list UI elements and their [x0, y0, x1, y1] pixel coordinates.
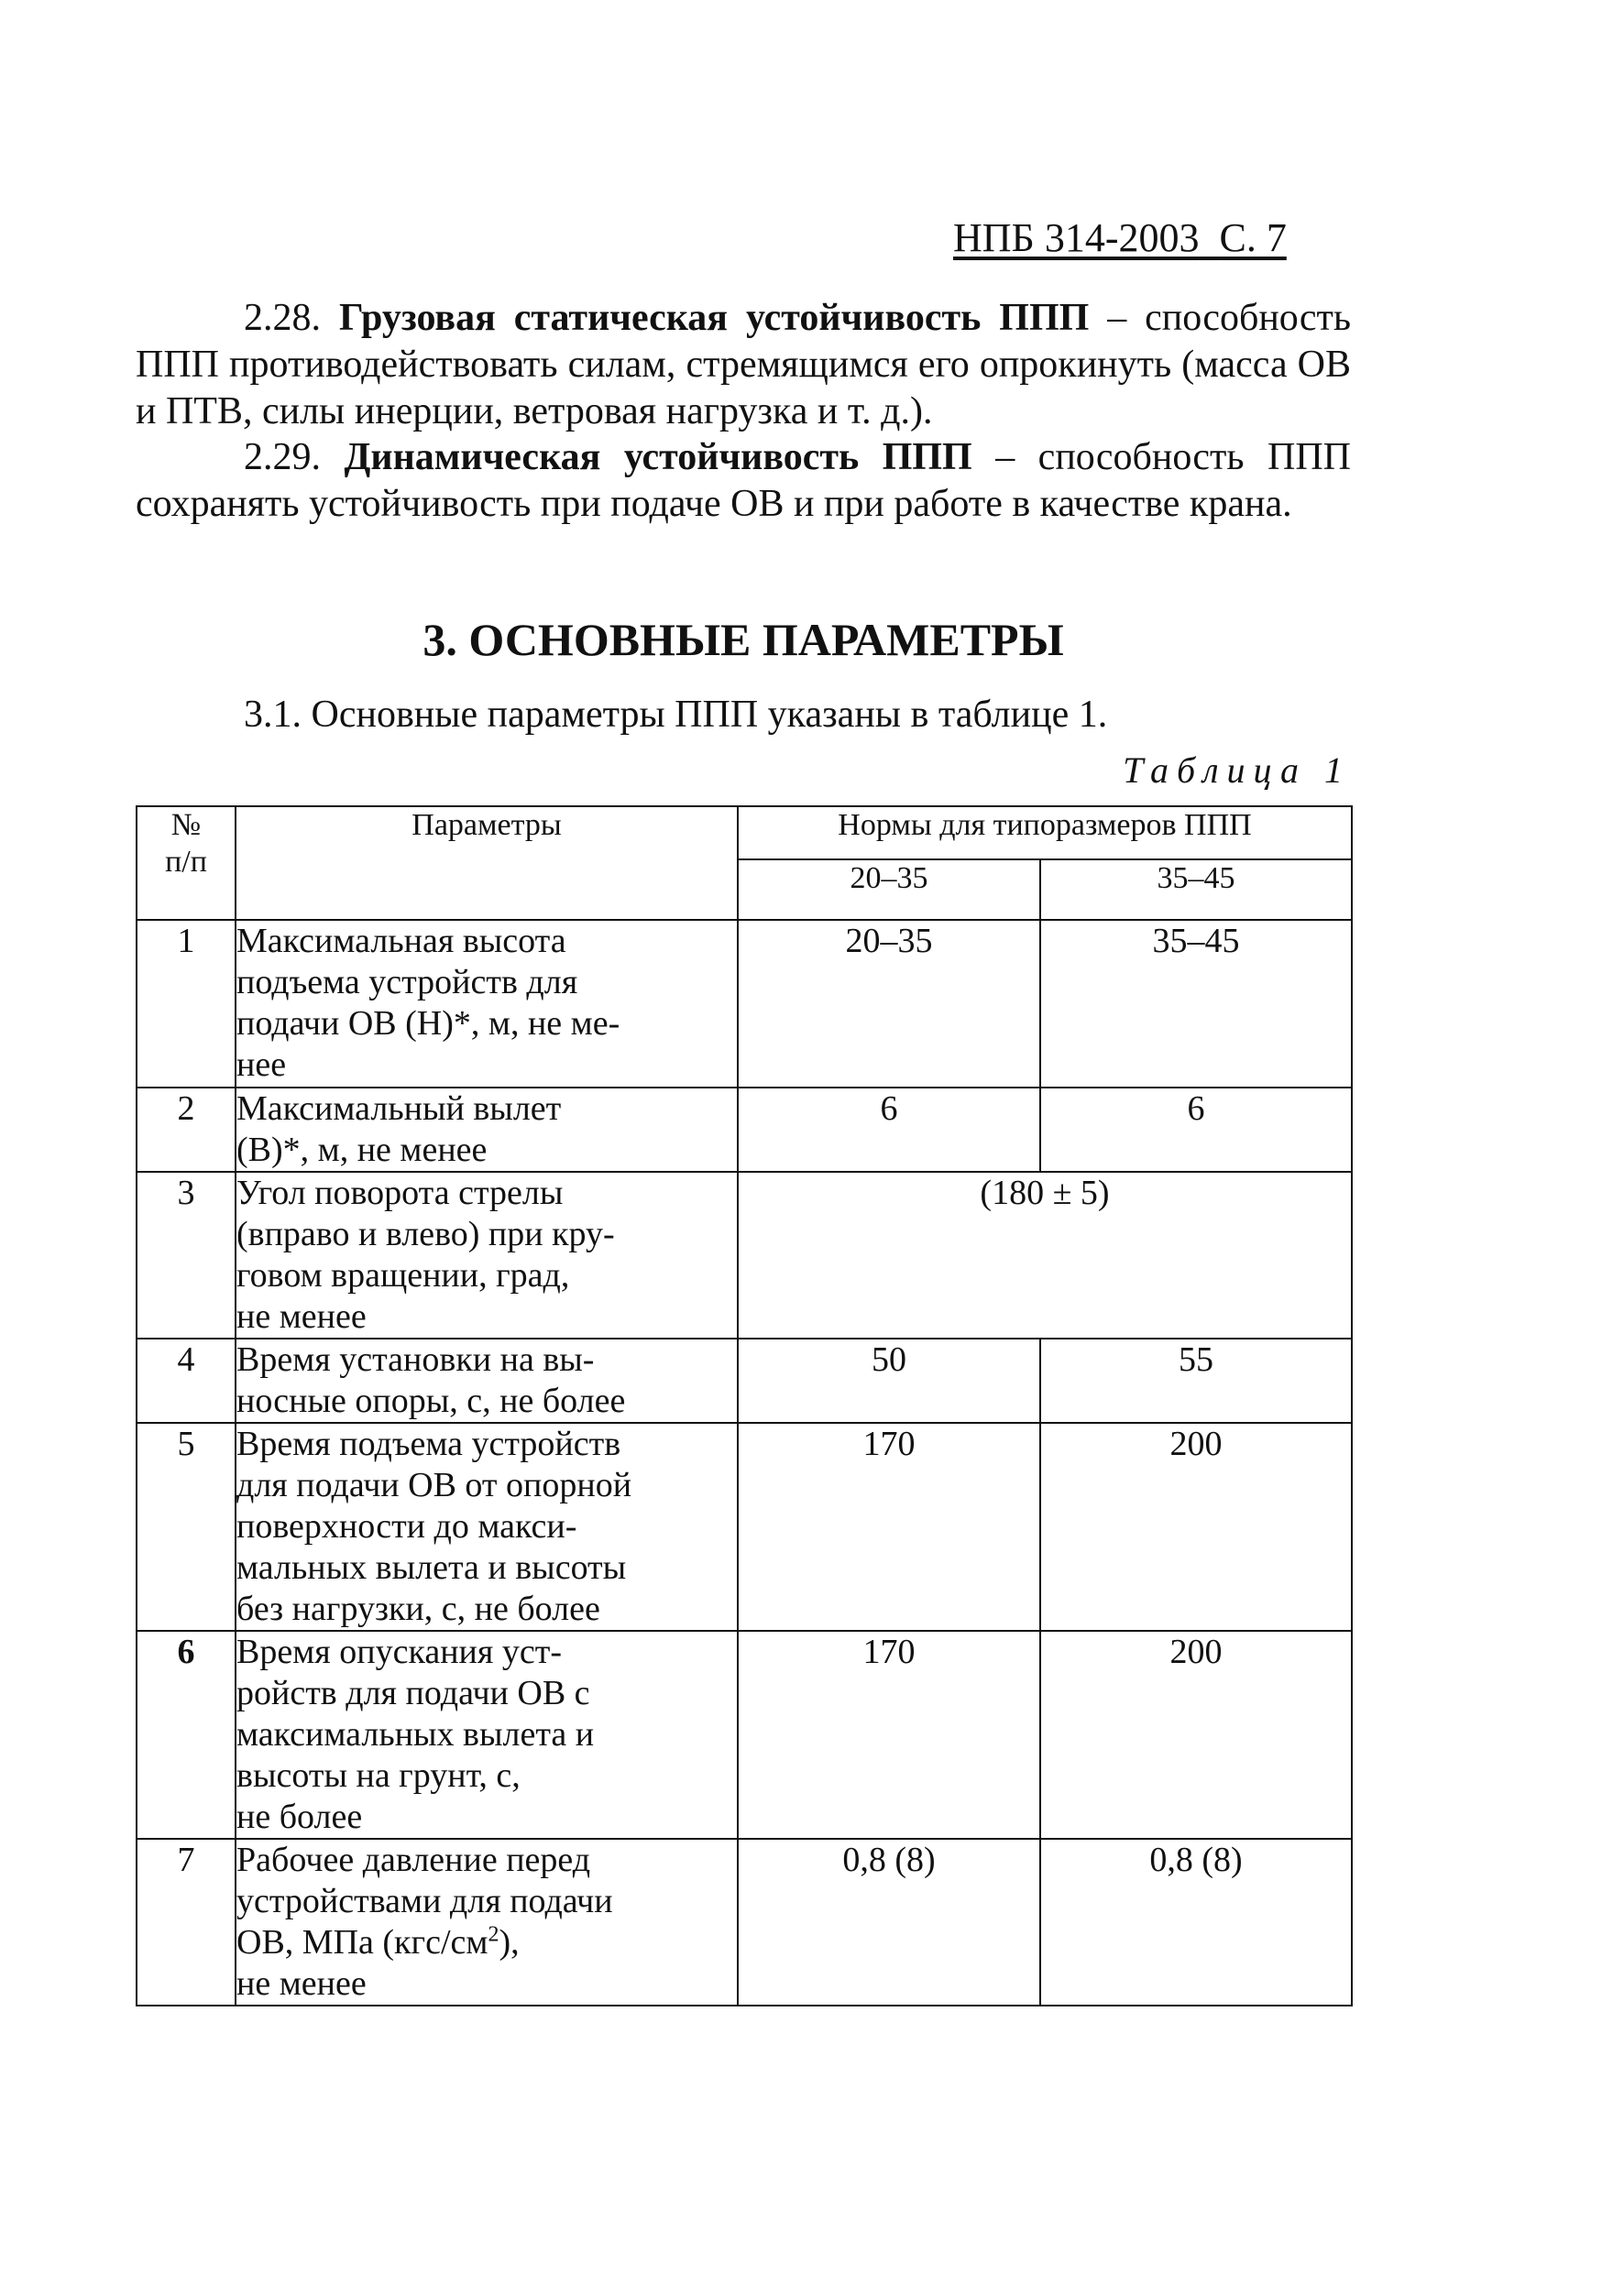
para-number: 2.29. — [244, 436, 321, 478]
paragraph-2-29 — [136, 434, 1351, 528]
table-row — [137, 1172, 1352, 1339]
header-norms: Нормы для типоразмеров ППП — [738, 806, 1352, 859]
row-parameter: Максимальная высота подъема устройств для подачи ОВ (H)*, м, не ме- нее — [236, 920, 738, 1088]
row-number: 5 — [137, 1423, 236, 1631]
row-value-a: 170 — [738, 1631, 1040, 1839]
header-num: № п/п — [137, 806, 236, 920]
row-number: 3 — [137, 1172, 236, 1339]
term: Грузовая статическая устойчивость ППП — [338, 297, 1090, 339]
row-value-b: 200 — [1040, 1631, 1352, 1839]
table-row — [137, 1339, 1352, 1423]
definition: – способность ППП сохранять устойчивость при подаче ОВ и при работе в качестве крана. — [136, 436, 1352, 525]
term: Динамическая устойчивость ППП — [344, 436, 972, 478]
param-text-tail: ), не менее — [236, 1923, 520, 2003]
row-number: 7 — [137, 1839, 236, 2006]
page-number: С. 7 — [1219, 215, 1287, 260]
row-number: 4 — [137, 1339, 236, 1423]
row-number: 1 — [137, 920, 236, 1088]
superscript: 2 — [488, 1922, 499, 1947]
table-caption: Таблица 1 — [1123, 749, 1351, 791]
row-parameter: Время установки на вы- носные опоры, с, не более — [236, 1339, 738, 1423]
row-parameter — [236, 1839, 738, 2006]
row-parameter: Время подъема устройств для подачи ОВ от опорной поверхности до макси- мальных вылета и высоты без нагрузки, с, не более — [236, 1423, 738, 1631]
row-value-b: 200 — [1040, 1423, 1352, 1631]
row-value-merged: (180 ± 5) — [738, 1172, 1352, 1339]
header-size-b: 35–45 — [1040, 859, 1352, 920]
row-value-a: 0,8 (8) — [738, 1839, 1040, 2006]
row-parameter: Угол поворота стрелы (вправо и влево) при кру- говом вращении, град, не менее — [236, 1172, 738, 1339]
row-value-b: 35–45 — [1040, 920, 1352, 1088]
row-value-b: 0,8 (8) — [1040, 1839, 1352, 2006]
row-value-a: 170 — [738, 1423, 1040, 1631]
row-parameter: Максимальный вылет (B)*, м, не менее — [236, 1088, 738, 1172]
paragraph-2-28 — [136, 295, 1351, 435]
parameters-table — [136, 805, 1353, 2006]
row-value-b: 6 — [1040, 1088, 1352, 1172]
table-row — [137, 1423, 1352, 1631]
section-title: 3. ОСНОВНЫЕ ПАРАМЕТРЫ — [422, 614, 1064, 665]
doc-id: НПБ 314-2003 — [953, 215, 1200, 260]
header-parameters: Параметры — [236, 806, 738, 920]
intro-text: 3.1. Основные параметры ППП указаны в таблице 1. — [244, 694, 1108, 736]
table-row — [137, 1088, 1352, 1172]
row-value-b: 55 — [1040, 1339, 1352, 1423]
param-text: Рабочее давление перед устройствами для подачи ОВ, МПа (кгс/см — [236, 1841, 613, 1962]
table-row — [137, 920, 1352, 1088]
row-value-a: 6 — [738, 1088, 1040, 1172]
row-value-a: 20–35 — [738, 920, 1040, 1088]
page-header — [953, 213, 1356, 264]
row-number: 6 — [137, 1631, 236, 1839]
row-parameter: Время опускания уст- ройств для подачи ОВ с максимальных вылета и высоты на грунт, с, не более — [236, 1631, 738, 1839]
row-value-a: 50 — [738, 1339, 1040, 1423]
row-number: 2 — [137, 1088, 236, 1172]
header-size-a: 20–35 — [738, 859, 1040, 920]
definition: – способность ППП противодействовать силам, стремящимся его опрокинуть (масса ОВ и ПТВ, силы инерции, ветровая нагрузка и т. д.). — [136, 297, 1351, 432]
para-number: 2.28. — [244, 297, 321, 339]
table-row — [137, 1839, 1352, 2006]
table-row — [137, 1631, 1352, 1839]
